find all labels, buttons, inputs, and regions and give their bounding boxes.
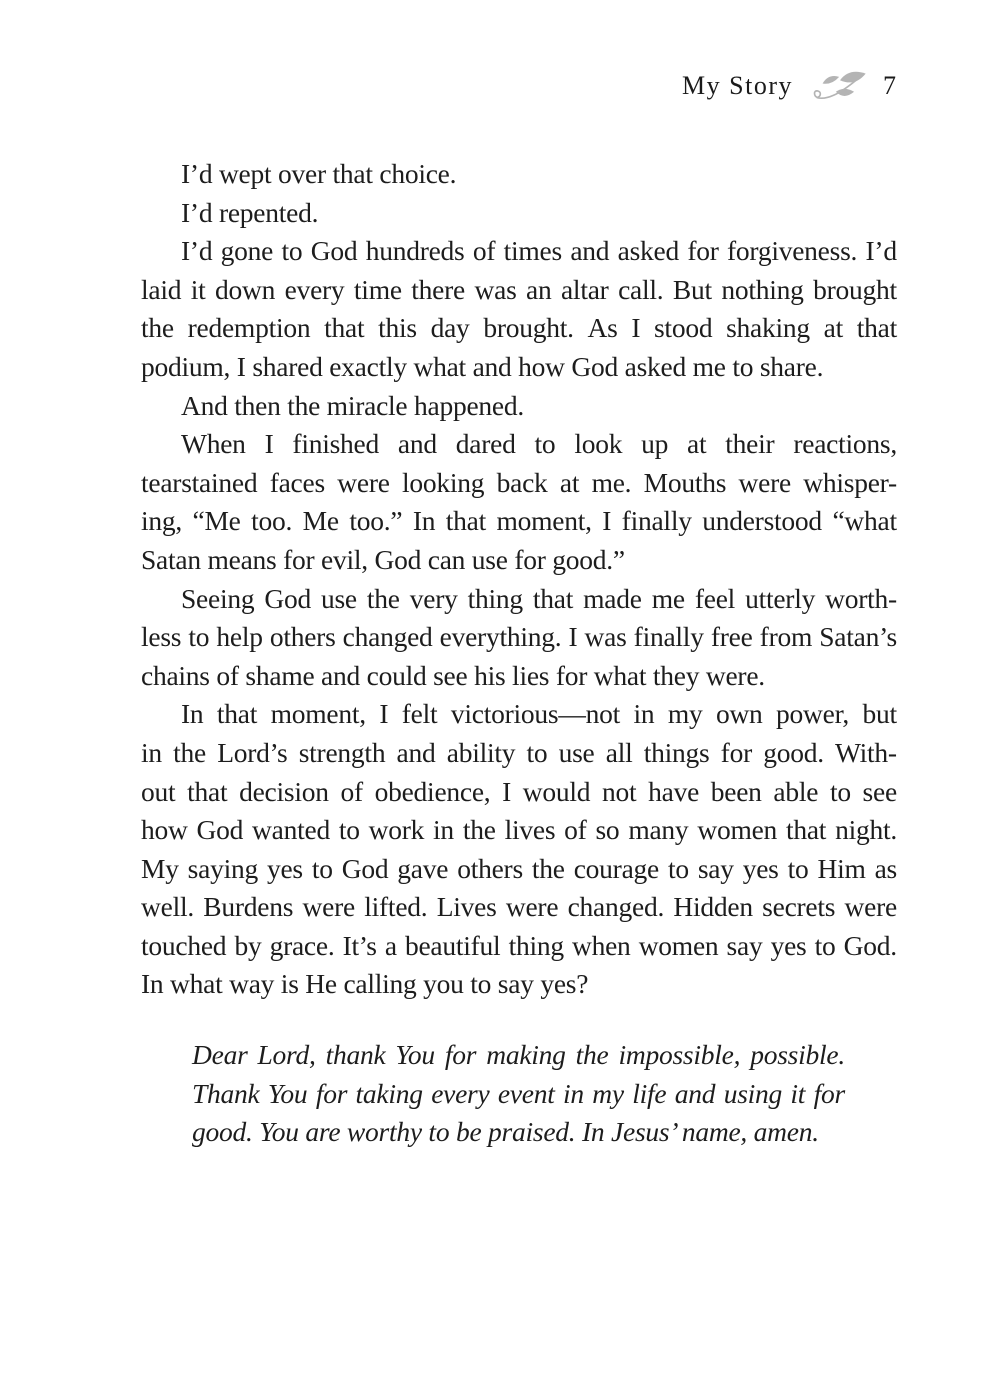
text-line [141, 734, 897, 773]
word: for [315, 1077, 348, 1109]
text-line [192, 1075, 845, 1114]
text-line: chains of shame and could see his lies for what they were. [141, 659, 765, 691]
word: down [215, 273, 276, 305]
word: things [643, 736, 710, 768]
word: in [433, 814, 454, 846]
word: to [534, 428, 556, 460]
word: In [181, 698, 204, 730]
word: God [341, 852, 389, 884]
word: and [674, 1077, 716, 1109]
word: impossible, [618, 1039, 741, 1071]
word: Me [302, 505, 339, 537]
word: back [496, 466, 548, 498]
word: an [526, 273, 552, 305]
word: yes [266, 852, 303, 884]
word: out [141, 775, 176, 807]
word: less [141, 621, 182, 653]
word: Lord, [257, 1039, 316, 1071]
word: own [715, 698, 763, 730]
word: their [725, 428, 775, 460]
text-line [192, 1036, 845, 1075]
word: that [785, 814, 827, 846]
word: that [216, 698, 258, 730]
word: by [234, 929, 262, 961]
word: able [773, 775, 819, 807]
word: grace. [269, 929, 335, 961]
word: moment, [270, 698, 366, 730]
word: the [575, 1039, 609, 1071]
word: in [563, 1077, 584, 1109]
word: feel [694, 582, 736, 614]
text-line: I’d repented. [181, 196, 319, 228]
word: You [267, 1077, 308, 1109]
word: finally [621, 505, 692, 537]
word: obedience, [374, 775, 491, 807]
word: and [570, 235, 610, 267]
text-line [141, 888, 897, 927]
word: As [587, 312, 618, 344]
word: all [605, 736, 633, 768]
word: yes [742, 852, 779, 884]
word: It’s [342, 929, 377, 961]
word: it [790, 1077, 806, 1109]
word: gave [397, 852, 449, 884]
word: so [595, 814, 620, 846]
word: I [602, 505, 612, 537]
word: touched [141, 929, 227, 961]
word: thing [467, 582, 523, 614]
running-head-title: My Story [682, 71, 793, 100]
word: day [430, 312, 470, 344]
word: laid [141, 273, 182, 305]
word: With- [835, 736, 897, 768]
word: I’d [181, 235, 213, 267]
word: God [310, 235, 358, 267]
word: were [337, 466, 390, 498]
text-line [141, 695, 897, 734]
word: many [628, 814, 689, 846]
paragraph [141, 194, 897, 233]
word: changed. [567, 891, 665, 923]
word: my [667, 698, 703, 730]
word: for [687, 235, 719, 267]
word: life [632, 1077, 667, 1109]
page-header [682, 66, 896, 106]
word: a [384, 929, 397, 961]
text-line: good. You are worthy to be praised. In Jesus’ name, amen. [192, 1116, 819, 1148]
leaf-ornament-icon [811, 66, 869, 106]
word: to [338, 814, 360, 846]
word: Seeing [181, 582, 255, 614]
word: that [532, 582, 574, 614]
text-line [141, 580, 897, 619]
word: I [631, 312, 641, 344]
paragraph [141, 425, 897, 579]
word: that [187, 775, 228, 807]
word: have [648, 775, 700, 807]
text-line [141, 232, 897, 271]
word: lifted. [364, 891, 428, 923]
word: the [531, 852, 565, 884]
word: very [409, 582, 458, 614]
word: brought [813, 273, 897, 305]
word: shaking [726, 312, 810, 344]
word: for [444, 1039, 477, 1071]
word: to [787, 852, 809, 884]
paragraphs-container [141, 155, 897, 1004]
word: ability [446, 736, 516, 768]
word: Burdens [203, 891, 294, 923]
word: “Me [192, 505, 241, 537]
word: brought. [483, 312, 574, 344]
word: it [190, 273, 206, 305]
word: utterly [745, 582, 816, 614]
word: ing, [141, 505, 183, 537]
word: beautiful [404, 929, 501, 961]
word: there [411, 273, 466, 305]
word: others [269, 621, 336, 653]
word: use [320, 582, 357, 614]
text-line [141, 464, 897, 503]
word: lives [504, 814, 556, 846]
word: were [302, 891, 355, 923]
word: to [526, 736, 548, 768]
word: when [571, 929, 631, 961]
word: that [324, 312, 365, 344]
word: help [216, 621, 263, 653]
word: God. [843, 929, 897, 961]
word: secrets [762, 891, 836, 923]
word: to [188, 621, 210, 653]
paragraph [141, 387, 897, 426]
word: I [379, 698, 389, 730]
word: I [264, 428, 274, 460]
word: were [844, 891, 897, 923]
word: felt [401, 698, 438, 730]
word: for [813, 1077, 845, 1109]
word: and [396, 736, 436, 768]
word: Mouths [643, 466, 727, 498]
word: Lord’s [217, 736, 288, 768]
word: I [568, 621, 578, 653]
word: to [667, 852, 689, 884]
word: possible. [750, 1039, 845, 1071]
text-line [141, 502, 897, 541]
word: saying [187, 852, 258, 884]
word: been [710, 775, 762, 807]
word: hundreds [365, 235, 465, 267]
text-line [141, 927, 897, 966]
word: understood [702, 505, 822, 537]
word: the [366, 582, 400, 614]
word: stood [653, 312, 713, 344]
paragraph [141, 155, 897, 194]
paragraph [141, 695, 897, 1004]
word: I’d [865, 235, 897, 267]
word: using [723, 1077, 783, 1109]
word: yes [770, 929, 807, 961]
word: women [638, 929, 719, 961]
word: see [862, 775, 897, 807]
word: work [368, 814, 425, 846]
text-line: I’d wept over that choice. [181, 158, 457, 189]
word: event [497, 1077, 555, 1109]
body-text [141, 155, 897, 1152]
prayer-block [192, 1036, 845, 1152]
word: to [281, 235, 303, 267]
word: that [445, 505, 486, 537]
paragraph [141, 232, 897, 386]
word: of [472, 235, 496, 267]
word: thank [325, 1039, 386, 1071]
word: decision [239, 775, 329, 807]
word: Thank [192, 1077, 260, 1109]
text-line [141, 271, 897, 310]
word: “what [832, 505, 897, 537]
word: power, [776, 698, 850, 730]
word: redemption [187, 312, 311, 344]
word: altar [560, 273, 609, 305]
word: courage [573, 852, 659, 884]
text-line: In what way is He calling you to say yes? [141, 968, 589, 1000]
word: my [592, 1077, 624, 1109]
word: the [141, 312, 174, 344]
word: Hidden [673, 891, 753, 923]
word: for [720, 736, 752, 768]
word: made [583, 582, 642, 614]
word: good. [763, 736, 824, 768]
word: dared [455, 428, 516, 460]
word: say [697, 852, 734, 884]
word: that [856, 312, 897, 344]
word: at [687, 428, 707, 460]
word: finally [633, 621, 704, 653]
word: women [697, 814, 778, 846]
word: In [412, 505, 436, 537]
word: to [814, 929, 836, 961]
word: making [486, 1039, 566, 1071]
word: taking [355, 1077, 423, 1109]
word: looking [402, 466, 485, 498]
word: Satan’s [819, 621, 897, 653]
word: this [378, 312, 417, 344]
word: asked [617, 235, 679, 267]
word: well. [141, 891, 194, 923]
word: time [353, 273, 402, 305]
word: the [173, 736, 206, 768]
word: Lives [436, 891, 497, 923]
word: But [672, 273, 712, 305]
word: others [457, 852, 523, 884]
word: was [584, 621, 627, 653]
word: call. [618, 273, 664, 305]
word: Dear [192, 1039, 248, 1071]
word: tearstained [141, 466, 258, 498]
text-line: podium, I shared exactly what and how God asked me to share. [141, 350, 824, 382]
word: free [710, 621, 753, 653]
word: up [641, 428, 669, 460]
word: Him [817, 852, 866, 884]
text-line [141, 618, 897, 657]
text-line: Satan means for evil, God can use for good.” [141, 543, 625, 575]
word: gone [220, 235, 274, 267]
word: strength [298, 736, 386, 768]
word: too. [251, 505, 293, 537]
word: at [559, 466, 580, 498]
word: You [395, 1039, 435, 1071]
word: was [474, 273, 517, 305]
word: me [651, 582, 685, 614]
word: use [558, 736, 595, 768]
word: look [574, 428, 623, 460]
word: finished [292, 428, 380, 460]
text-line [141, 850, 897, 889]
word: how [141, 814, 188, 846]
word: not [602, 775, 637, 807]
page-number: 7 [883, 71, 896, 100]
word: from [759, 621, 813, 653]
text-line [141, 773, 897, 812]
word: of [564, 814, 587, 846]
text-line [141, 811, 897, 850]
word: were [738, 466, 791, 498]
text-line [141, 425, 897, 464]
word: worth- [825, 582, 897, 614]
word: faces [269, 466, 325, 498]
word: and [397, 428, 437, 460]
word: moment, [496, 505, 592, 537]
word: reactions, [793, 428, 897, 460]
word: God [264, 582, 311, 614]
text-line [141, 309, 897, 348]
word: thing [508, 929, 564, 961]
word: at [823, 312, 843, 344]
word: forgiveness. [727, 235, 858, 267]
word: times [503, 235, 562, 267]
word: God [196, 814, 244, 846]
word: would [522, 775, 591, 807]
word: whisper- [803, 466, 897, 498]
word: of [340, 775, 363, 807]
word: in [633, 698, 655, 730]
word: to [311, 852, 333, 884]
word: wanted [252, 814, 330, 846]
word: everything. [439, 621, 562, 653]
word: say [726, 929, 763, 961]
word: victorious—not [450, 698, 620, 730]
leaf-blade-icon [840, 72, 866, 83]
word: too.” [349, 505, 403, 537]
word: the [462, 814, 496, 846]
leaf-blade-icon [823, 76, 840, 84]
word: to [829, 775, 851, 807]
word: every [284, 273, 345, 305]
leaf-blade-icon [836, 89, 854, 96]
word: me. [591, 466, 632, 498]
word: changed [342, 621, 433, 653]
word: My [141, 852, 179, 884]
text-line: And then the miracle happened. [181, 389, 524, 421]
word: every [431, 1077, 490, 1109]
word: When [181, 428, 246, 460]
word: I [502, 775, 512, 807]
word: night. [835, 814, 897, 846]
word: but [862, 698, 897, 730]
word: in [141, 736, 162, 768]
paragraph [141, 580, 897, 696]
word: as [874, 852, 897, 884]
word: were [505, 891, 559, 923]
word: nothing [721, 273, 804, 305]
